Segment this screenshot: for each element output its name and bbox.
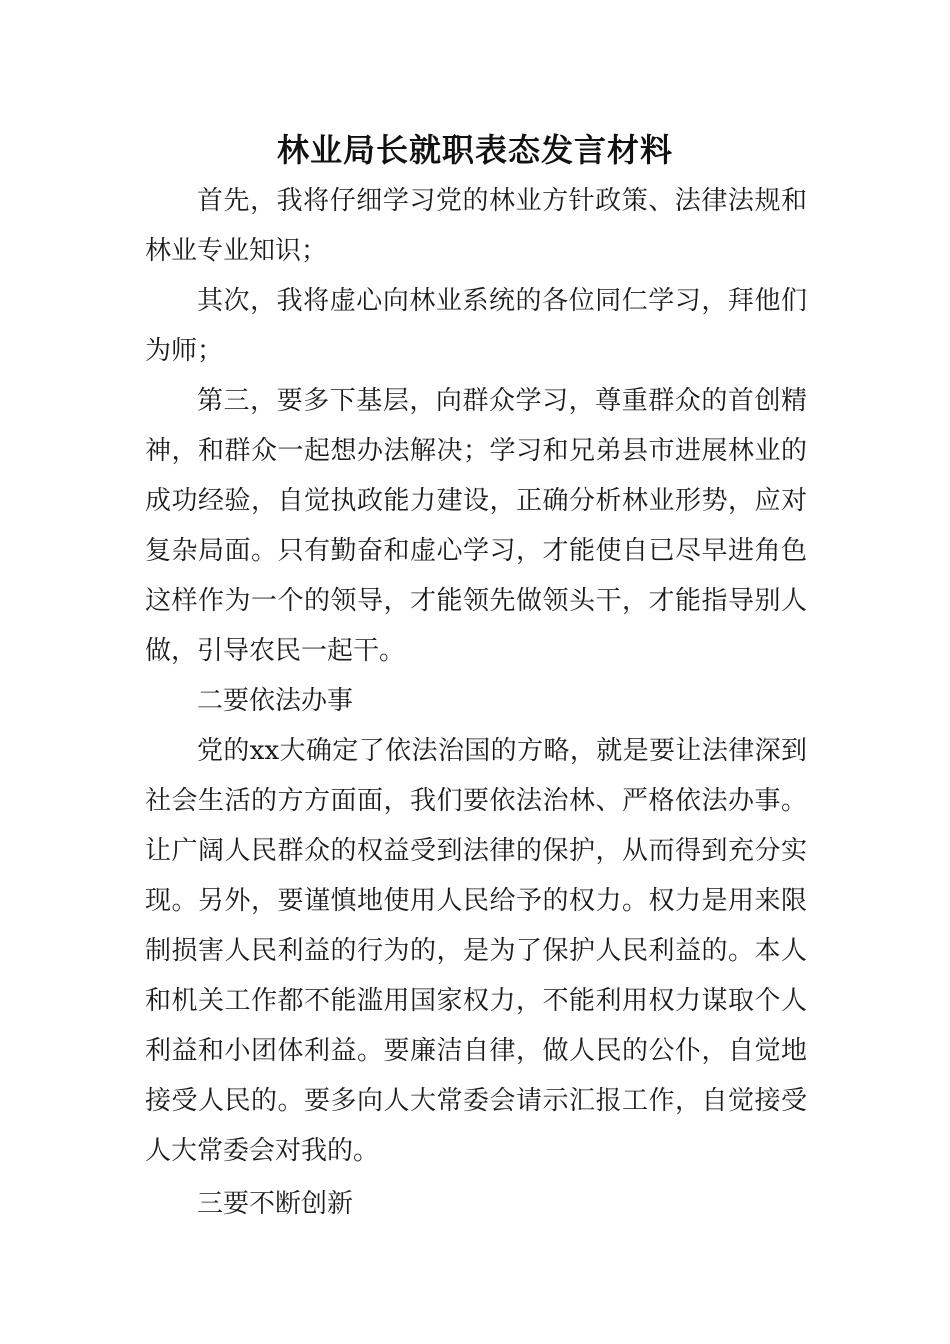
section-heading-lawful: 二要依法办事: [197, 686, 354, 716]
paragraph-first: 首先，我将仔细学习党的林业方针政策、法律法规和林业专业知识；: [145, 186, 807, 266]
document-body: [145, 176, 807, 1229]
section-heading-innovation: 三要不断创新: [197, 1189, 354, 1219]
document-title: 林业局长就职表态发言材料: [276, 131, 673, 169]
paragraph-third: 第三，要多下基层，向群众学习，尊重群众的首创精神，和群众一起想办法解决；学习和兄弟县市进展林业的成功经验，自觉执政能力建设，正确分析林业形势，应对复杂局面。只有勤奋和虚心学习，才能使自已尽早进角色这样作为一个的领导，才能领先做领头干，才能指导别人做，引导农民一起干。: [145, 386, 807, 666]
paragraph-second: 其次，我将虚心向林业系统的各位同仁学习，拜他们为师；: [145, 286, 807, 366]
paragraph-rule-of-law: 党的xx大确定了依法治国的方略，就是要让法律深到社会生活的方方面面，我们要依法治林、严格依法办事。让广阔人民群众的权益受到法律的保护，从而得到充分实现。另外，要谨慎地使用人民给予的权力。权力是用来限制损害人民利益的行为的，是为了保护人民利益的。本人和机关工作都不能滥用国家权力，不能利用权力谋取个人利益和小团体利益。要廉洁自律，做人民的公仆，自觉地接受人民的。要多向人大常委会请示汇报工作，自觉接受人大常委会对我的。: [145, 736, 807, 1166]
